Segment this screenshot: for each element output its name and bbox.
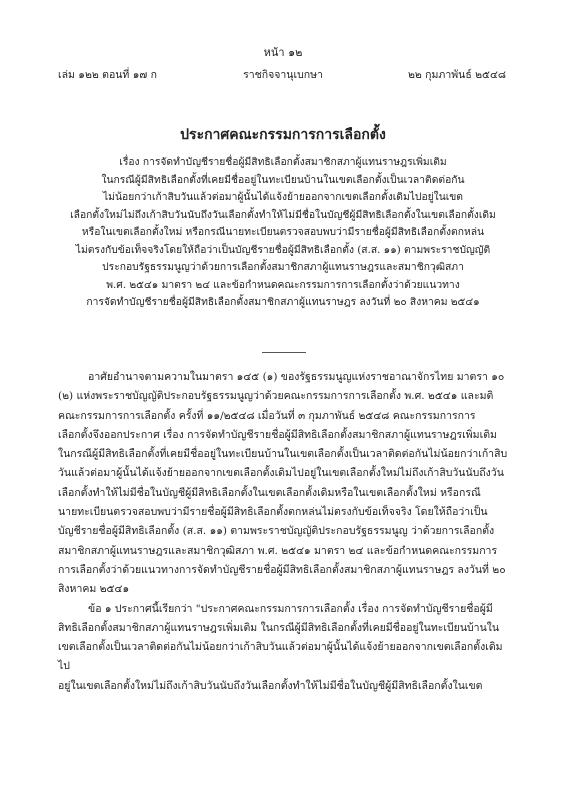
body-text — [58, 368, 513, 696]
body-line: นายทะเบียนตรวจสอบพบว่ามีรายชื่อผู้มีสิทธิเลือกตั้งตกหล่นไม่ตรงกับข้อเท็จจริง โดยให้ถือว่าเป็น — [58, 506, 488, 519]
body-line: บัญชีรายชื่อผู้มีสิทธิเลือกตั้ง (ส.ส. ๑๑) ตามพระราชบัญญัติประกอบรัฐธรรมนูญ ว่าด้วยการเลือกตั้ง — [58, 525, 495, 538]
page-number: หน้า ๑๒ — [263, 46, 303, 59]
subject-line: เลือกตั้งใหม่ไม่ถึงเก้าสิบวันนับถึงวันเลือกตั้งทำให้ไม่มีชื่อในบัญชีผู้มีสิทธิเลือกตั้งในเขตเลือกตั้งเดิม — [70, 208, 496, 221]
gazette-name: ราชกิจจานุเบกษา — [243, 69, 323, 81]
body-line: อยู่ในเขตเลือกตั้งใหม่ไม่ถึงเก้าสิบวันนับถึงวันเลือกตั้งทำให้ไม่มีชื่อในบัญชีผู้มีสิทธิเลือกตั้งในเขต — [58, 679, 483, 692]
body-line: เลือกตั้งทำให้ไม่มีชื่อในบัญชีผู้มีสิทธิเลือกตั้งในเขตเลือกตั้งเดิมหรือในเขตเลือกตั้งใหม่ หรือกรณี — [58, 486, 481, 499]
subject-line: หรือในเขตเลือกตั้งใหม่ หรือกรณีนายทะเบียนตรวจสอบพบว่ามีรายชื่อผู้มีสิทธิเลือกตั้งตกหล่น — [81, 226, 485, 238]
body-line: คณะกรรมการการเลือกตั้ง ครั้งที่ ๑๑/๒๕๔๘ เมื่อวันที่ ๓ กุมภาพันธ์ ๒๕๔๘ คณะกรรมการการ — [58, 409, 476, 422]
publication-date: ๒๒ กุมภาพันธ์ ๒๕๔๘ — [407, 69, 506, 81]
body-line: อาศัยอำนาจตามความในมาตรา ๑๔๕ (๑) ของรัฐธรรมนูญแห่งราชอาณาจักรไทย มาตรา ๑๐ — [58, 371, 505, 383]
subject-line: พ.ศ. ๒๕๔๑ มาตรา ๒๔ และข้อกำหนดคณะกรรมการการเลือกตั้งว่าด้วยแนวทาง — [106, 278, 460, 291]
subject-line: ไม่ตรงกับข้อเท็จจริงโดยให้ถือว่าเป็นบัญชีรายชื่อผู้มีสิทธิเลือกตั้ง (ส.ส. ๑๑) ตามพระราชบัญญัติ — [75, 243, 491, 256]
subject-line: ประกอบรัฐธรรมนูญว่าด้วยการเลือกตั้งสมาชิกสภาผู้แทนราษฎรและสมาชิกวุฒิสภา — [102, 261, 464, 273]
subject-line: การจัดทำบัญชีรายชื่อผู้มีสิทธิเลือกตั้งสมาชิกสภาผู้แทนราษฎร ลงวันที่ ๒๐ สิงหาคม ๒๕๔๑ — [86, 296, 480, 308]
body-line: วันแล้วต่อมาผู้นั้นได้แจ้งย้ายออกจากเขตเลือกตั้งเดิมไปอยู่ในเขตเลือกตั้งใหม่ไม่ถึงเก้าสิบวันนับถึงวัน — [58, 467, 504, 480]
body-line: สิทธิเลือกตั้งสมาชิกสภาผู้แทนราษฎรเพิ่มเติม ในกรณีผู้มีสิทธิเลือกตั้งที่เคยมีชื่ออยู่ในทะเบียนบ้านใน — [58, 621, 500, 634]
body-line: สมาชิกสภาผู้แทนราษฎรและสมาชิกวุฒิสภา พ.ศ. ๒๕๔๑ มาตรา ๒๔ และข้อกำหนดคณะกรรมการ — [58, 544, 498, 557]
subject-line: ไม่น้อยกว่าเก้าสิบวันแล้วต่อมาผู้นั้นได้แจ้งย้ายออกจากเขตเลือกตั้งเดิมไปอยู่ในเขต — [103, 191, 463, 203]
volume-issue: เล่ม ๑๒๒ ตอนที่ ๑๗ ก — [58, 69, 157, 81]
body-line: (๒) แห่งพระราชบัญญัติประกอบรัฐธรรมนูญว่าด้วยคณะกรรมการการเลือกตั้ง พ.ศ. ๒๕๔๑ และมติ — [58, 390, 494, 403]
announcement-title: ประกาศคณะกรรมการการเลือกตั้ง — [180, 127, 386, 143]
subject-line: เรื่อง การจัดทำบัญชีรายชื่อผู้มีสิทธิเลือกตั้งสมาชิกสภาผู้แทนราษฎรเพิ่มเติม — [119, 156, 447, 168]
subject-block — [60, 154, 506, 312]
body-line: การเลือกตั้งว่าด้วยแนวทางการจัดทำบัญชีรายชื่อผู้มีสิทธิเลือกตั้งสมาชิกสภาผู้แทนราษฎร ลงวันที่ ๒๐ — [58, 563, 506, 576]
body-line: สิงหาคม ๒๕๔๑ — [58, 583, 130, 596]
body-line: เขตเลือกตั้งเป็นเวลาติดต่อกันไม่น้อยกว่าเก้าสิบวันแล้วต่อมาผู้นั้นได้แจ้งย้ายออกจากเขตเลือกตั้งเดิมไป — [58, 641, 503, 673]
separator-line — [262, 352, 306, 353]
subject-line: ในกรณีผู้มีสิทธิเลือกตั้งที่เคยมีชื่ออยู่ในทะเบียนบ้านในเขตเลือกตั้งเป็นเวลาติดต่อกัน — [101, 173, 465, 186]
body-line: เลือกตั้งจึงออกประกาศ เรื่อง การจัดทำบัญชีรายชื่อผู้มีสิทธิเลือกตั้งสมาชิกสภาผู้แทนราษฎรเพิ่มเติม — [58, 428, 497, 441]
body-line: ข้อ ๑ ประกาศนี้เรียกว่า "ประกาศคณะกรรมการการเลือกตั้ง เรื่อง การจัดทำบัญชีรายชื่อผู้มี — [58, 602, 493, 615]
body-line: ในกรณีผู้มีสิทธิเลือกตั้งที่เคยมีชื่ออยู่ในทะเบียนบ้านในเขตเลือกตั้งเป็นเวลาติดต่อกันไม่น้อยกว่าเก้าสิบ — [58, 448, 508, 461]
